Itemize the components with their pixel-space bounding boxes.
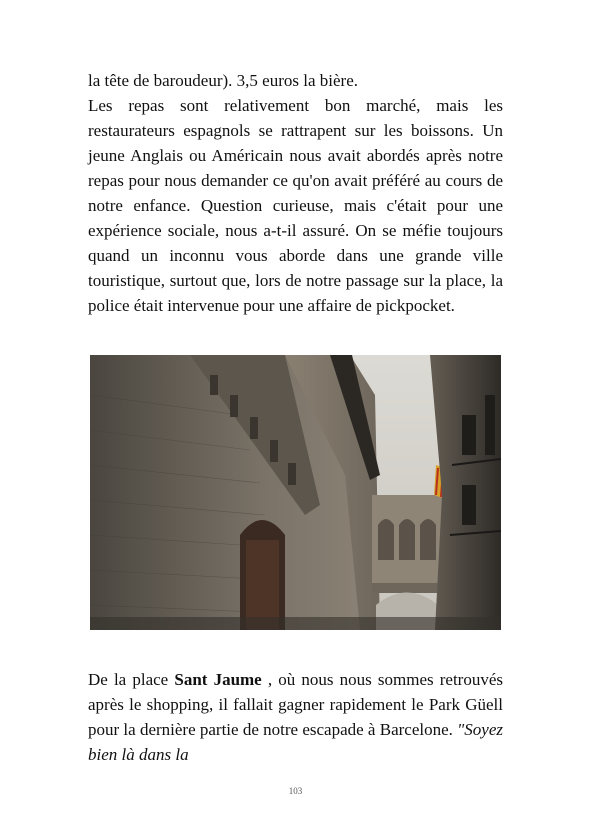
place-name: Sant Jaume [174, 670, 262, 689]
paragraph-3-before: De la place [88, 670, 175, 689]
text-block-top [88, 68, 503, 318]
quote-start: "Soyez bien là dans la [88, 720, 503, 764]
text-block-bottom [88, 667, 503, 767]
paragraph-3-after: , où nous nous sommes retrouvés après le shopping, il fallait gagner rapidement le Park Güell pour la dernière partie de notre escapade à Barcelone. [88, 670, 503, 739]
gothic-street-image [90, 355, 501, 630]
street-photo [90, 355, 501, 630]
paragraph-3 [88, 667, 503, 767]
paragraph-1: la tête de baroudeur). 3,5 euros la bière. [88, 71, 358, 90]
paragraph-2: Les repas sont relativement bon marché, mais les restaurateurs espagnols se rattrapent sur les boissons. Un jeune Anglais ou Américain nous avait abordés après notre repas pour nous demander ce qu'on avait préféré au cours de notre enfance. Question curieuse, mais c'était pour une expérience sociale, nous a-t-il assuré. On se méfie toujours quand un inconnu vous aborde dans une grande ville touristique, surtout que, lors de notre passage sur la place, la police était intervenue pour une affaire de pickpocket. [88, 96, 503, 315]
page-number: 103 [288, 786, 303, 796]
